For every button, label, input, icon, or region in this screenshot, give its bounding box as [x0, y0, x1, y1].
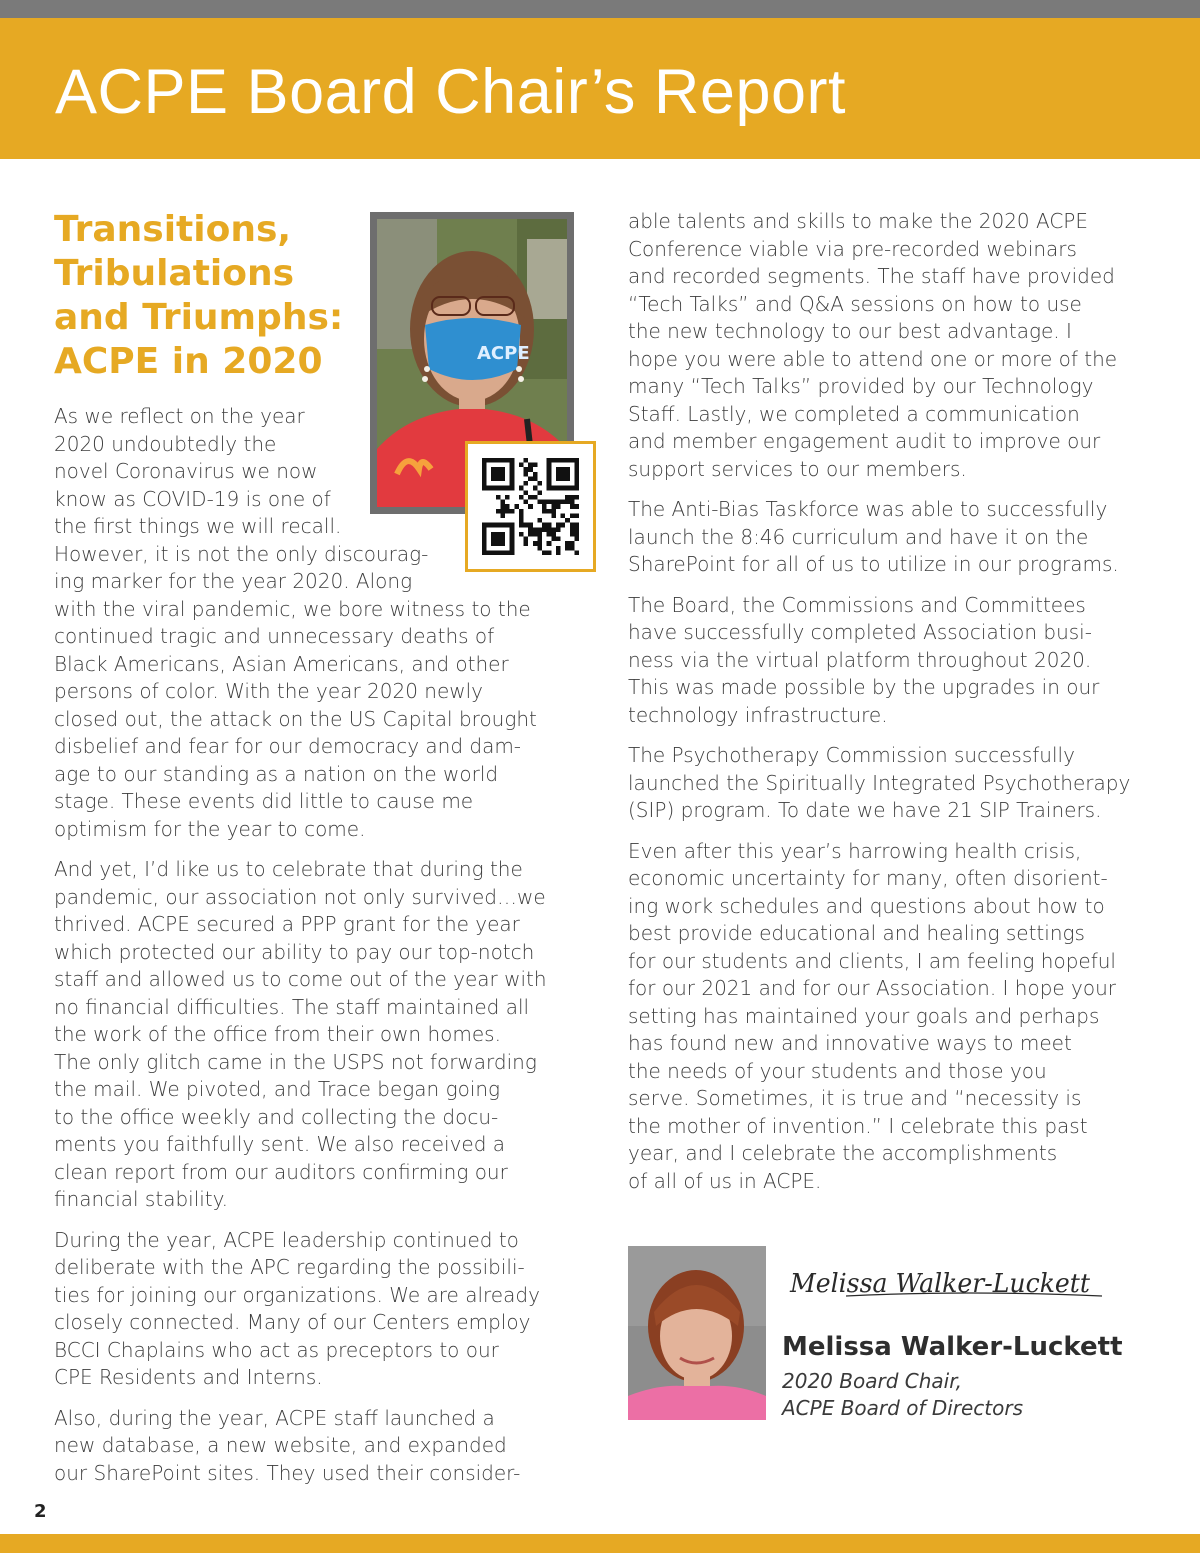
text-line: the work of the office from their own homes.: [54, 1022, 501, 1046]
text-line: have successfully completed Association busi-: [628, 620, 1092, 644]
text-line: financial stability.: [54, 1187, 228, 1211]
top-strip: [0, 0, 1200, 18]
text-line: pandemic, our association not only survived…we: [54, 884, 546, 909]
text-line: The only glitch came in the USPS not forwarding: [54, 1049, 537, 1074]
text-line: no financial difficulties. The staff maintained all: [54, 994, 530, 1019]
text-line: During the year, ACPE leadership continued to: [54, 1227, 519, 1252]
paragraph: [54, 403, 584, 843]
text-line: Staff. Lastly, we completed a communication: [628, 401, 1080, 426]
text-line: the new technology to our best advantage. I: [628, 319, 1072, 343]
text-line: clean report from our auditors confirming our: [54, 1159, 508, 1184]
text-line: stage. These events did little to cause me: [54, 789, 474, 813]
paragraph: [628, 208, 1168, 483]
signer-role-line: ACPE Board of Directors: [782, 1396, 1024, 1420]
text-line: our SharePoint sites. They used their consider-: [54, 1460, 521, 1485]
text-line: thrived. ACPE secured a PPP grant for the year: [54, 912, 520, 936]
heading-line: and Triumphs:: [54, 297, 344, 338]
text-line: disbelief and fear for our democracy and dam-: [54, 734, 522, 758]
article-heading: [54, 208, 374, 384]
text-line: best provide educational and healing settings: [628, 921, 1085, 945]
paragraph: [54, 856, 584, 1214]
text-line: able talents and skills to make the 2020 ACPE: [628, 209, 1088, 233]
text-line: setting has maintained your goals and perhaps: [628, 1003, 1100, 1028]
text-line: which protected our ability to pay our top-notch: [54, 939, 535, 964]
signer-name: Melissa Walker-Luckett: [782, 1332, 1123, 1362]
text-line: staff and allowed us to come out of the year with: [54, 967, 547, 991]
text-line: technology infrastructure.: [628, 702, 888, 727]
text-line: ing marker for the year 2020. Along: [54, 569, 413, 593]
text-line: of all of us in ACPE.: [628, 1168, 822, 1193]
paragraph: [628, 496, 1168, 579]
signature-image: [786, 1252, 1106, 1312]
heading-line: Transitions,: [54, 209, 292, 250]
text-line: And yet, I’d like us to celebrate that during the: [54, 857, 523, 881]
avatar: [628, 1246, 766, 1420]
text-line: hope you were able to attend one or more of the: [628, 346, 1118, 371]
text-line: economic uncertainty for many, often disorient-: [628, 866, 1108, 890]
text-line: the needs of your students and those you: [628, 1058, 1047, 1083]
signer-portrait: [628, 1246, 766, 1420]
text-line: Conference viable via pre-recorded webinars: [628, 236, 1077, 261]
text-line: novel Coronavirus we now: [54, 459, 318, 483]
text-line: age to our standing as a nation on the world: [54, 761, 499, 786]
heading-line: ACPE in 2020: [54, 341, 323, 382]
text-line: and member engagement audit to improve our: [628, 429, 1101, 453]
bottom-strip: [0, 1534, 1200, 1553]
text-line: closely connected. Many of our Centers employ: [54, 1310, 531, 1334]
text-line: “Tech Talks” and Q&A sessions on how to use: [628, 291, 1082, 316]
text-line: serve. Sometimes, it is true and “necessity is: [628, 1086, 1082, 1110]
text-line: know as COVID-19 is one of: [54, 486, 331, 511]
left-column: [54, 403, 584, 1500]
paragraph: [628, 838, 1168, 1196]
paragraph: [54, 1405, 584, 1488]
text-line: launched the Spiritually Integrated Psychotherapy: [628, 770, 1131, 795]
signature: [786, 1252, 1106, 1312]
text-line: the first things we will recall.: [54, 514, 342, 538]
text-line: However, it is not the only discourag-: [54, 541, 429, 566]
text-line: ties for joining our organizations. We are already: [54, 1282, 540, 1307]
text-line: The Board, the Commissions and Committees: [628, 592, 1086, 617]
text-line: launch the 8:46 curriculum and have it on the: [628, 524, 1089, 549]
text-line: BCCI Chaplains who act as preceptors to our: [54, 1337, 499, 1362]
text-line: Black Americans, Asian Americans, and other: [54, 651, 509, 676]
text-line: deliberate with the APC regarding the possibili-: [54, 1255, 525, 1279]
text-line: and recorded segments. The staff have provided: [628, 264, 1115, 288]
text-line: many “Tech Talks” provided by our Technology: [628, 374, 1094, 398]
right-column: [628, 208, 1168, 1208]
text-line: ing work schedules and questions about how to: [628, 893, 1105, 918]
text-line: for our students and clients, I am feeling hopeful: [628, 948, 1116, 973]
text-line: for our 2021 and for our Association. I hope your: [628, 976, 1117, 1000]
text-line: closed out, the attack on the US Capital brought: [54, 706, 537, 731]
text-line: Also, during the year, ACPE staff launched a: [54, 1405, 495, 1430]
text-line: the mother of invention.” I celebrate this past: [628, 1113, 1088, 1138]
signature-text: Melissa Walker-Luckett: [789, 1269, 1091, 1299]
text-line: ness via the virtual platform throughout 2020.: [628, 647, 1092, 672]
page-title: ACPE Board Chair’s Report: [55, 57, 847, 127]
text-line: The Psychotherapy Commission successfully: [628, 743, 1075, 767]
text-line: continued tragic and unnecessary deaths of: [54, 624, 495, 648]
text-line: support services to our members.: [628, 456, 967, 481]
text-line: to the office weekly and collecting the docu-: [54, 1104, 499, 1129]
mask-logo-text: ACPE: [477, 343, 530, 364]
signer-role: [782, 1368, 1023, 1422]
text-line: persons of color. With the year 2020 newly: [54, 679, 484, 703]
text-line: SharePoint for all of us to utilize in our programs.: [628, 552, 1119, 576]
paragraph: [54, 1227, 584, 1392]
text-line: This was made possible by the upgrades in our: [628, 675, 1100, 699]
text-line: The Anti-Bias Taskforce was able to successfully: [628, 497, 1108, 521]
paragraph: [628, 592, 1168, 730]
paragraph: [628, 742, 1168, 825]
text-line: new database, a new website, and expanded: [54, 1433, 507, 1457]
page-number: 2: [34, 1501, 47, 1522]
heading-line: Tribulations: [54, 253, 295, 294]
text-line: ments you faithfully sent. We also received a: [54, 1132, 506, 1156]
text-line: with the viral pandemic, we bore witness to the: [54, 596, 531, 621]
text-line: 2020 undoubtedly the: [54, 431, 277, 456]
text-line: the mail. We pivoted, and Trace began going: [54, 1077, 501, 1101]
text-line: (SIP) program. To date we have 21 SIP Trainers.: [628, 798, 1102, 822]
text-line: Even after this year’s harrowing health crisis,: [628, 838, 1082, 863]
signer-role-line: 2020 Board Chair,: [782, 1369, 962, 1393]
text-line: As we reflect on the year: [54, 404, 305, 428]
text-line: year, and I celebrate the accomplishments: [628, 1141, 1058, 1165]
text-line: has found new and innovative ways to meet: [628, 1031, 1072, 1055]
text-line: optimism for the year to come.: [54, 816, 366, 841]
text-line: CPE Residents and Interns.: [54, 1365, 323, 1389]
